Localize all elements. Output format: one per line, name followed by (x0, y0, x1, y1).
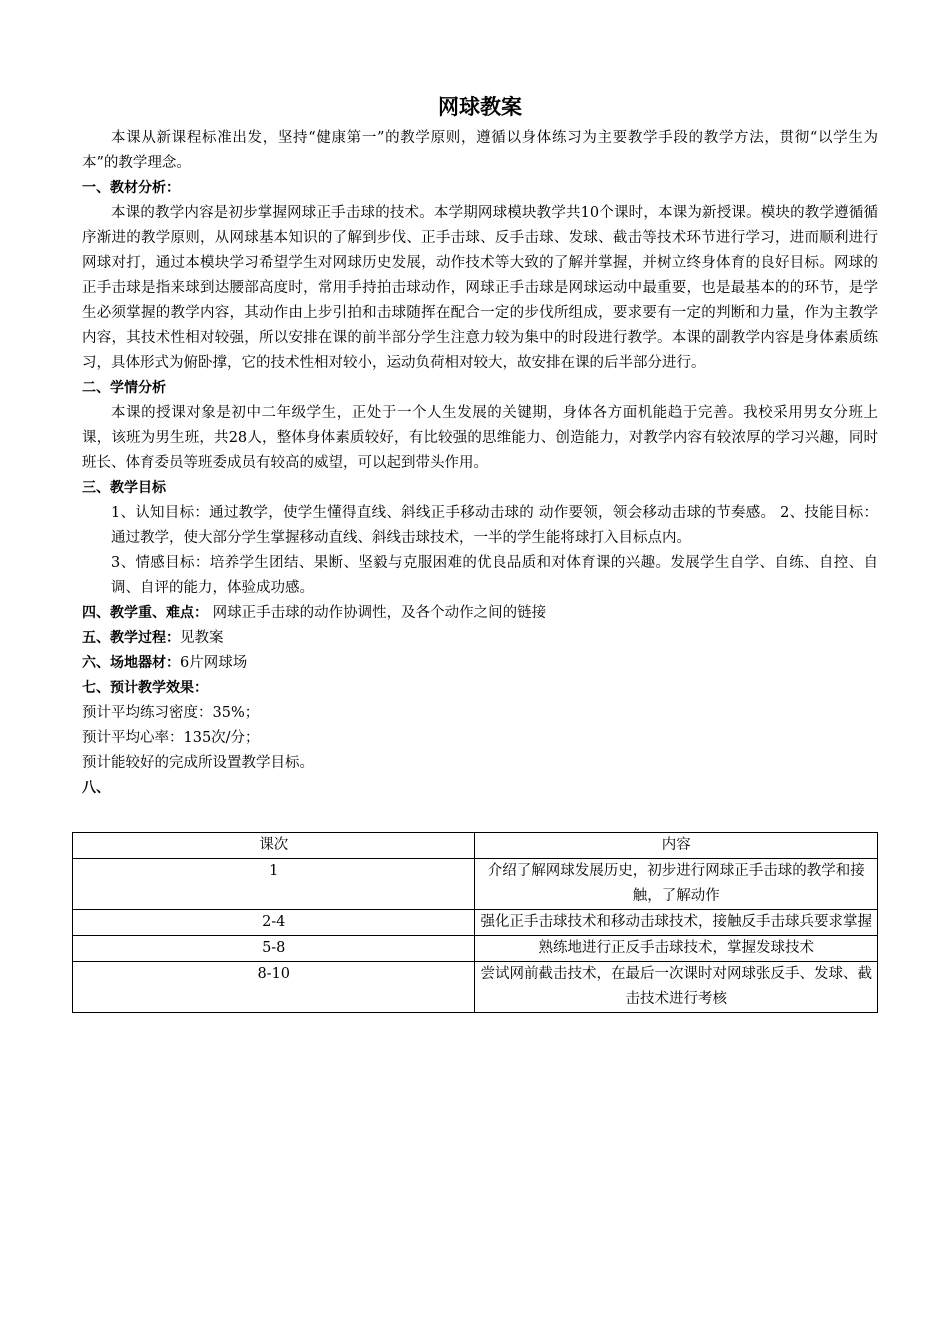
expected-heart-rate: 预计平均心率：135次/分； (82, 730, 260, 746)
cell-lesson: 2-4 (73, 910, 475, 936)
section-heading-5 (82, 626, 878, 651)
section-heading-1: 一、教材分析： (82, 180, 180, 196)
cell-content: 熟练地进行正反手击球技术，掌握发球技术 (475, 936, 878, 962)
page-title: 网球教案 (438, 95, 522, 119)
goal-affective: 3、情感目标：培养学生团结、果断、坚毅与克服困难的优良品质和对体育课的兴趣。发展学生自学、自练、自控、自调、自评的能力，体验成功感。 (111, 555, 878, 596)
section-heading-6-label: 六、场地器材： (82, 655, 180, 671)
section-body-6: 6片网球场 (180, 655, 248, 671)
cell-lesson: 5-8 (73, 936, 475, 962)
intro-paragraph: 本课从新课程标准出发，坚持“健康第一”的教学原则，遵循以身体练习为主要教学手段的教学方法，贯彻“以学生为本”的教学理念。 (82, 130, 878, 171)
section-heading-5-label: 五、教学过程： (82, 630, 180, 646)
section-heading-4 (82, 601, 878, 626)
section-heading-4-label: 四、教学重、难点： (82, 605, 208, 621)
cell-lesson: 8-10 (73, 962, 475, 1013)
table-row (73, 859, 878, 910)
table-row (73, 910, 878, 936)
section-heading-7: 七、预计教学效果： (82, 680, 208, 696)
cell-content: 尝试网前截击技术，在最后一次课时对网球张反手、发球、截击技术进行考核 (475, 962, 878, 1013)
document-page (82, 92, 878, 801)
header-content: 内容 (475, 833, 878, 859)
cell-lesson: 1 (73, 859, 475, 910)
expected-density: 预计平均练习密度：35%； (82, 705, 260, 721)
section-body-5: 见教案 (180, 630, 224, 646)
cell-content: 介绍了解网球发展历史，初步进行网球正手击球的教学和接触，了解动作 (475, 859, 878, 910)
cell-content: 强化正手击球技术和移动击球技术，接触反手击球兵要求掌握 (475, 910, 878, 936)
section-heading-2: 二、学情分析 (82, 380, 166, 396)
section-body-4: 网球正手击球的动作协调性，及各个动作之间的链接 (208, 605, 547, 621)
header-lesson: 课次 (73, 833, 475, 859)
table-row (73, 936, 878, 962)
section-heading-3: 三、教学目标 (82, 480, 166, 496)
section-heading-6 (82, 651, 878, 676)
table-header-row (73, 833, 878, 859)
expected-goal: 预计能较好的完成所设置教学目标。 (82, 755, 314, 771)
section-body-1: 本课的教学内容是初步掌握网球正手击球的技术。本学期网球模块教学共10个课时，本课为新授课。模块的教学遵循循序渐进的教学原则，从网球基本知识的了解到步伐、正手击球、反手击球、发球、截击等技术环节进行学习，进而顺利进行网球对打，通过本模块学习希望学生对网球历史发展，动作技术等大致的了解并掌握，并树立终身体育的良好目标。网球的正手击球是指来球到达腰部高度时，常用手持拍击球动作，网球正手击球是网球运动中最重要，也是最基本的的环节，是学生必须掌握的教学内容，其动作由上步引拍和击球随挥在配合一定的步伐所组成，要求要有一定的判断和力量，作为主教学内容，其技术性相对较强，所以安排在课的前半部分学生注意力较为集中的时段进行教学。本课的副教学内容是身体素质练习，具体形式为俯卧撑，它的技术性相对较小，运动负荷相对较大，故安排在课的后半部分进行。 (82, 205, 878, 371)
section-heading-8: 八、 (82, 780, 110, 796)
lesson-plan-table (72, 832, 878, 1013)
goal-cognitive-skill: 1、认知目标：通过教学，使学生懂得直线、斜线正手移动击球的 动作要领，领会移动击球的节奏感。 2、技能目标：通过教学，使大部分学生掌握移动直线、斜线击球技术，一半的学生能将球打入目标点内。 (111, 505, 878, 546)
table-row (73, 962, 878, 1013)
section-body-2: 本课的授课对象是初中二年级学生，正处于一个人生发展的关键期，身体各方面机能趋于完善。我校采用男女分班上课，该班为男生班，共28人，整体身体素质较好，有比较强的思维能力、创造能力，对教学内容有较浓厚的学习兴趣，同时班长、体育委员等班委成员有较高的威望，可以起到带头作用。 (82, 405, 878, 471)
